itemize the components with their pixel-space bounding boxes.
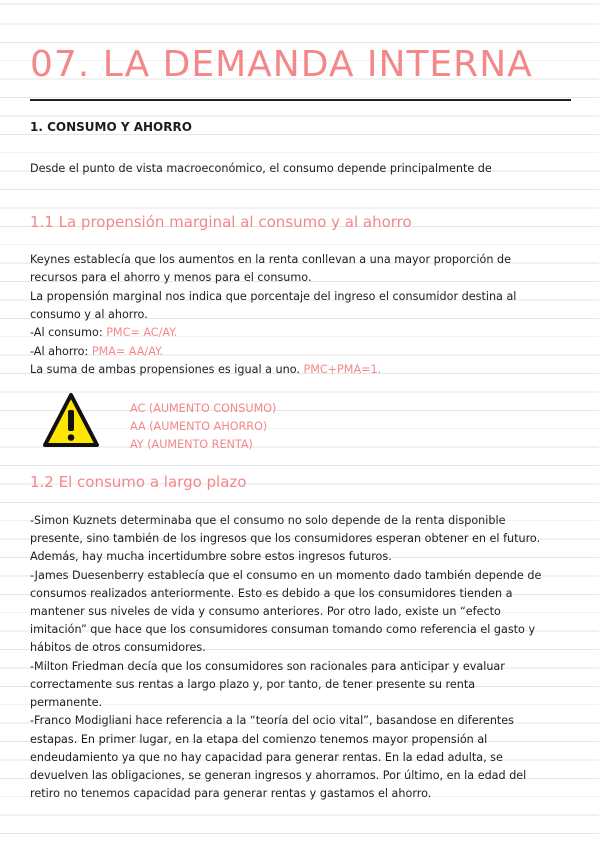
page-title: 07. LA DEMANDA INTERNA	[30, 44, 533, 85]
text-line: mantener sus niveles de vida y consumo anteriores. Por otro lado, existe un “efecto	[30, 605, 501, 618]
suma-formula: PMC+PMA=1.	[303, 363, 382, 376]
warning-triangle-icon	[42, 392, 100, 450]
consumo-formula: PMC= AC/AY.	[106, 326, 178, 339]
text-line: -Simon Kuznets determinaba que el consumo no solo depende de la renta disponible	[30, 514, 506, 527]
text-line: permanente.	[30, 696, 103, 709]
intro-paragraph: Desde el punto de vista macroeconómico, el consumo depende principalmente de	[30, 162, 492, 175]
text-line: Además, hay mucha incertidumbre sobre estos ingresos futuros.	[30, 550, 392, 563]
text-line: devuelven las obligaciones, se generan ingresos y ahorramos. Por último, en la edad del	[30, 769, 527, 782]
suma-line	[30, 361, 381, 379]
text-line: consumo y al ahorro.	[30, 308, 148, 321]
text-line: hábitos de otros consumidores.	[30, 641, 206, 654]
consumo-label: -Al consumo:	[30, 326, 107, 339]
text-line: recursos para el ahorro y menos para el consumo.	[30, 271, 312, 284]
definition-ay: AY (AUMENTO RENTA)	[130, 438, 253, 451]
definition-ac: AC (AUMENTO CONSUMO)	[130, 402, 277, 415]
section-heading: 1. CONSUMO Y AHORRO	[30, 120, 192, 134]
ahorro-formula: PMA= AA/AY.	[91, 345, 164, 358]
subsection-heading-propension: 1.1 La propensión marginal al consumo y al ahorro	[30, 213, 412, 231]
text-line: consumos realizados anteriormente. Esto es debido a que los consumidores tienden a	[30, 587, 513, 600]
text-line: La propensión marginal nos indica que porcentaje del ingreso el consumidor destina al	[30, 290, 517, 303]
text-line: correctamente sus rentas a largo plazo y, por tanto, de tener presente su renta	[30, 678, 476, 691]
ahorro-line	[30, 343, 163, 361]
text-line: Keynes establecía que los aumentos en la renta conllevan a una mayor proporción de	[30, 253, 511, 266]
text-line: retiro no tenemos capacidad para generar rentas y gastamos el ahorro.	[30, 787, 432, 800]
subsection-heading-largo-plazo: 1.2 El consumo a largo plazo	[30, 473, 247, 491]
text-line: endeudamiento ya que no hay capacidad para generar rentas. En la edad adulta, se	[30, 751, 503, 764]
text-line: -James Duesenberry establecía que el consumo en un momento dado también depende de	[30, 569, 542, 582]
title-underline	[30, 99, 571, 101]
consumo-line	[30, 324, 177, 342]
text-line: presente, sino también de los ingresos que los consumidores esperan obtener en el futuro.	[30, 532, 541, 545]
suma-text: La suma de ambas propensiones es igual a uno.	[30, 363, 304, 376]
text-line: estapas. En primer lugar, en la etapa del comienzo tenemos mayor propensión al	[30, 733, 488, 746]
text-line: -Milton Friedman decía que los consumidores son racionales para anticipar y evaluar	[30, 660, 505, 673]
definition-aa: AA (AUMENTO AHORRO)	[130, 420, 268, 433]
text-line: imitación” que hace que los consumidores consuman tomando como referencia el gasto y	[30, 623, 536, 636]
text-line: -Franco Modigliani hace referencia a la “teoría del ocio vital”, basandose en diferentes	[30, 714, 515, 727]
ahorro-label: -Al ahorro:	[30, 345, 92, 358]
